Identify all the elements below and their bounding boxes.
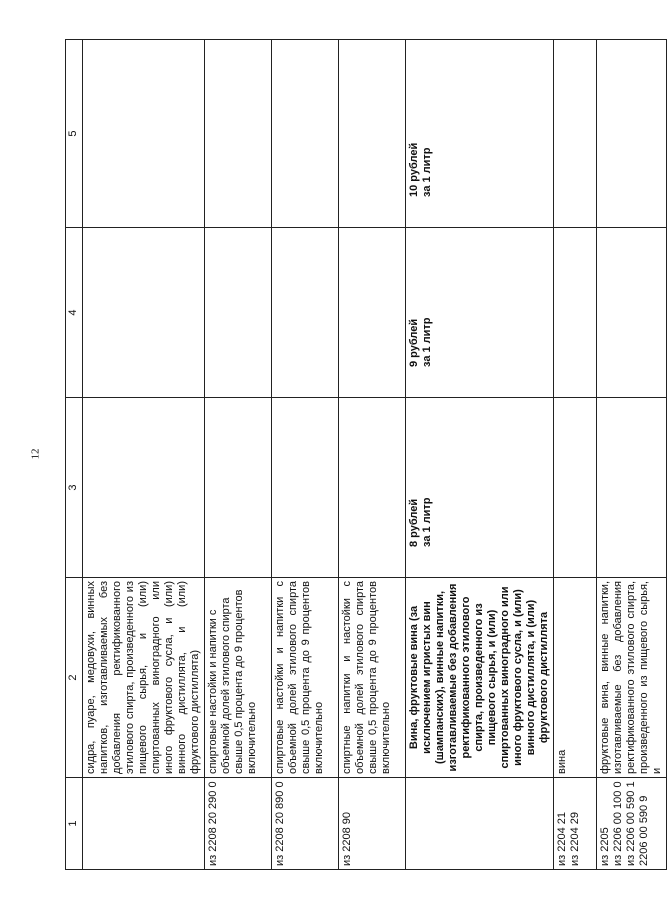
tnved-code: из 2208 20 890 0 [274, 781, 286, 866]
page-number: 12 [29, 448, 42, 460]
header-col-1: 1 [66, 778, 83, 870]
description-cell: спиртовые настойки и напитки с объемной долей этилового спирта свыше 0,5 процента до 9 процентов включительно [205, 578, 272, 778]
codes-cell [339, 778, 406, 870]
codes-cell [205, 778, 272, 870]
codes-cell [272, 778, 339, 870]
table-row [597, 40, 667, 870]
codes-cell [406, 778, 554, 870]
header-col-2: 2 [66, 578, 83, 778]
table-row [554, 40, 597, 870]
table-row [272, 40, 339, 870]
rate-cell [406, 40, 554, 228]
rate-unit: за 1 литр [421, 317, 433, 367]
rate-cell [339, 40, 406, 228]
description-cell: спиртные напитки и настойки с объемной долей этилового спирта свыше 0,5 процента до 9 процентов включительно [339, 578, 406, 778]
description-cell: спиртовые настойки и напитки с объемной долей этилового спирта свыше 0,5 процента до 9 процентов включительно [272, 578, 339, 778]
category-heading-cell: Вина, фруктовые вина (за исключением игристых вин (шампанских), винные напитки, изготавливаемые без добавления ректификованного этилового спирта, произведенного из пищевого сырья, и (или) спиртованных виноградного или иного фруктового сусла, и (или) винного дистиллята, и (или) фруктового дистиллята [406, 578, 554, 778]
tnved-code: из 2206 00 590 1 [625, 781, 637, 866]
rate-cell [83, 40, 205, 228]
codes-cell [554, 778, 597, 870]
rate-cell [406, 228, 554, 398]
rate-cell [597, 228, 667, 398]
description-cell: вина [554, 578, 597, 778]
rotated-document-sheet [65, 40, 667, 870]
rate-amount: 8 рублей [408, 498, 420, 547]
rate-cell [83, 228, 205, 398]
rate-cell [597, 40, 667, 228]
tnved-code: из 2204 21 [556, 811, 568, 866]
rate-cell [272, 398, 339, 578]
rate-amount: 9 рублей [408, 318, 420, 367]
tnved-code: из 2206 00 100 0 [612, 781, 624, 866]
rate-cell [339, 228, 406, 398]
tnved-code: из 2208 20 290 0 [207, 781, 219, 866]
codes-cell [83, 778, 205, 870]
codes-cell [597, 778, 667, 870]
header-col-3: 3 [66, 398, 83, 578]
rate-cell [205, 228, 272, 398]
tnved-code: из 2208 90 [341, 811, 353, 866]
tnved-code: из 2204 29 [569, 811, 581, 866]
rate-cell [272, 40, 339, 228]
rate-cell [554, 228, 597, 398]
rate-cell [406, 398, 554, 578]
table-row [205, 40, 272, 870]
table-row [406, 40, 554, 870]
rate-cell [554, 398, 597, 578]
table-header-row [66, 40, 83, 870]
tnved-code: из 2205 [599, 827, 611, 866]
rate-cell [272, 228, 339, 398]
rate-cell [597, 398, 667, 578]
table-row [339, 40, 406, 870]
rate-unit: за 1 литр [421, 497, 433, 547]
description-cell: сидра, пуаре, медовухи, винных напитков, изготавливаемых без добавления ректификованного этилового спирта, произведенного из пищевого сырья, и (или) спиртованных виноградного или иного фруктового сусла, и (или) винного дистиллята, и (или) фруктового дистиллята) [83, 578, 205, 778]
header-col-4: 4 [66, 228, 83, 398]
rate-cell [339, 398, 406, 578]
description-cell: фруктовые вина, винные напитки, изготавливаемые без добавления ректификованного этилового спирта, произведенного из пищевого сырья, и [597, 578, 667, 778]
rate-cell [554, 40, 597, 228]
rate-cell [83, 398, 205, 578]
header-col-5: 5 [66, 40, 83, 228]
tnved-code: 2206 00 590 9 [638, 795, 650, 866]
rate-amount: 10 рублей [408, 142, 420, 197]
rate-unit: за 1 литр [421, 147, 433, 197]
rate-cell [205, 398, 272, 578]
table-row [83, 40, 205, 870]
tariff-table [65, 39, 667, 870]
rate-cell [205, 40, 272, 228]
